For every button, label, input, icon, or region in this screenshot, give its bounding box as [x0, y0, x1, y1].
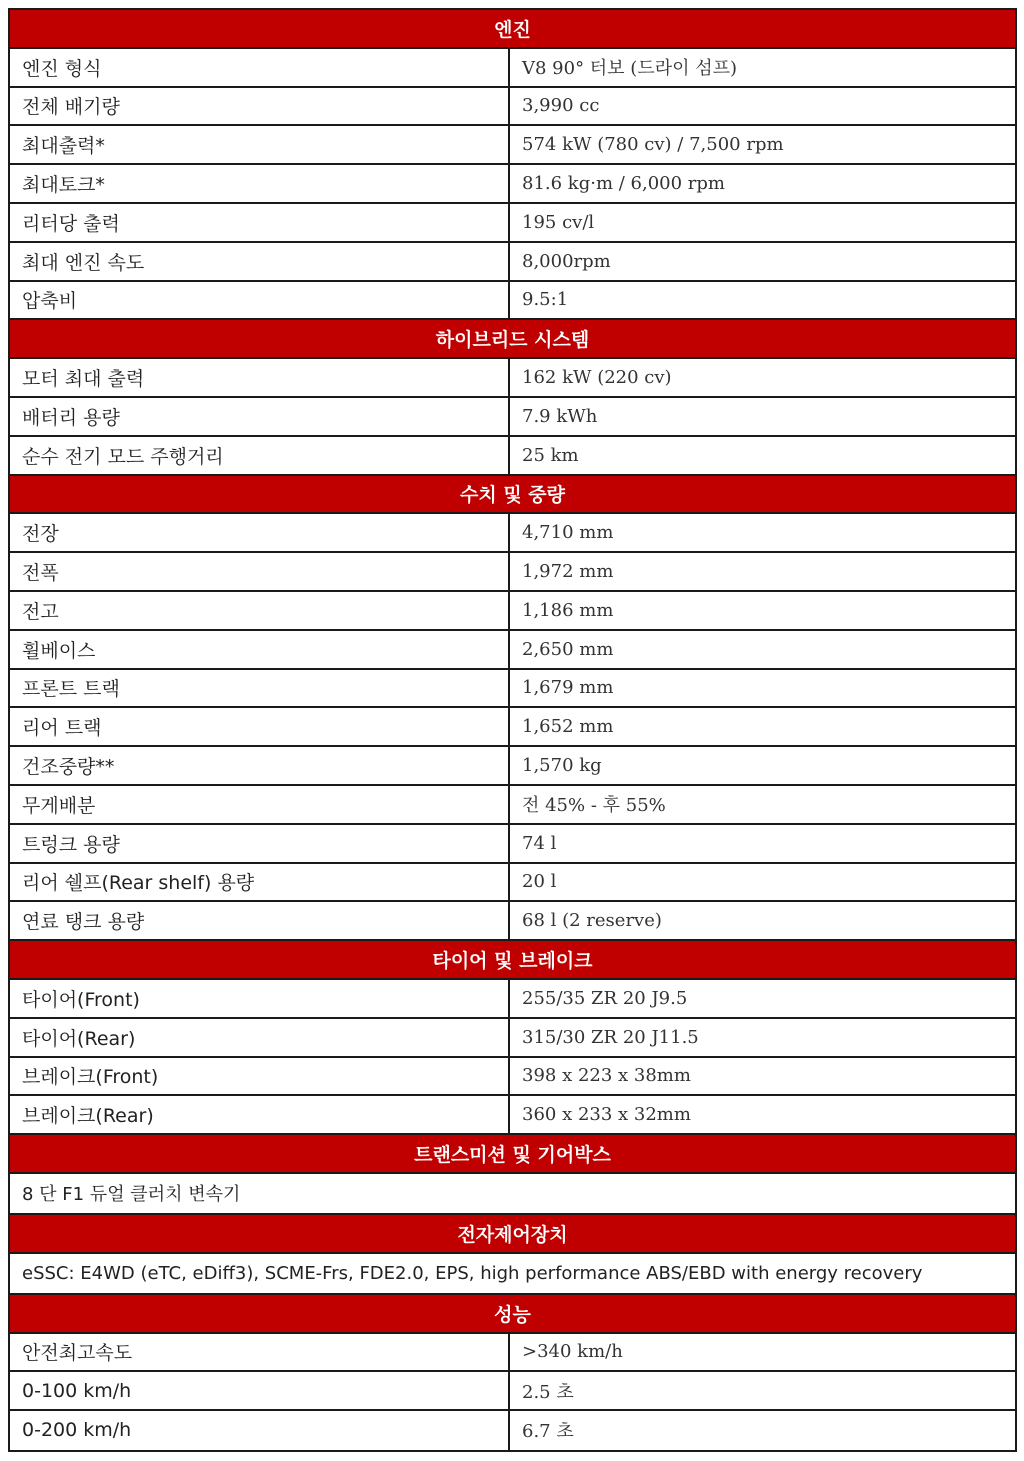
spec-value: 8,000rpm [522, 250, 611, 272]
spec-row [10, 747, 1015, 786]
spec-value: V8 90° 터보 (드라이 섬프) [522, 58, 738, 80]
spec-label: 최대 엔진 속도 [10, 243, 510, 280]
spec-value: 6.7 초 [522, 1421, 574, 1443]
spec-label: 브레이크(Rear) [10, 1096, 510, 1133]
spec-label: 리터당 출력 [10, 204, 510, 241]
spec-label: 트렁크 용량 [10, 825, 510, 862]
section-header: 트랜스미션 및 기어박스 [10, 1135, 1015, 1174]
spec-row [10, 437, 1015, 476]
spec-row [10, 282, 1015, 321]
spec-label: 건조중량** [10, 747, 510, 784]
spec-label: 최대출력* [10, 126, 510, 163]
spec-label: 전폭 [10, 553, 510, 590]
spec-value: >340 km/h [522, 1341, 623, 1363]
spec-label: 압축비 [10, 282, 510, 319]
spec-row [10, 1019, 1015, 1058]
spec-label: 안전최고속도 [10, 1334, 510, 1371]
spec-value: 4,710 mm [522, 522, 614, 544]
spec-row [10, 359, 1015, 398]
spec-label: 타이어(Rear) [10, 1019, 510, 1056]
spec-label: 순수 전기 모드 주행거리 [10, 437, 510, 474]
spec-label: 휠베이스 [10, 631, 510, 668]
spec-row [10, 902, 1015, 941]
spec-row [10, 1058, 1015, 1097]
spec-row [10, 553, 1015, 592]
spec-label: 브레이크(Front) [10, 1058, 510, 1095]
spec-row [10, 243, 1015, 282]
section-header: 엔진 [10, 10, 1015, 49]
spec-value: 74 l [522, 832, 557, 854]
spec-table [8, 8, 1017, 1452]
spec-row [10, 864, 1015, 903]
spec-label: 0-200 km/h [10, 1411, 510, 1450]
section-header: 타이어 및 브레이크 [10, 941, 1015, 980]
spec-row [10, 514, 1015, 553]
spec-row [10, 204, 1015, 243]
spec-label: 0-100 km/h [10, 1372, 510, 1409]
spec-value: 2.5 초 [522, 1381, 574, 1403]
section-header: 수치 및 중량 [10, 476, 1015, 515]
spec-value: 20 l [522, 871, 557, 893]
spec-row [10, 786, 1015, 825]
spec-value: 1,570 kg [522, 755, 602, 777]
spec-label: 전고 [10, 592, 510, 629]
spec-value: 1,972 mm [522, 561, 614, 583]
spec-row [10, 592, 1015, 631]
spec-row [10, 1254, 1015, 1295]
spec-row [10, 708, 1015, 747]
spec-value: 전 45% - 후 55% [522, 795, 666, 817]
spec-value: 315/30 ZR 20 J11.5 [522, 1026, 699, 1048]
spec-label: 전체 배기량 [10, 88, 510, 125]
spec-row [10, 49, 1015, 88]
spec-value: 195 cv/l [522, 211, 595, 233]
spec-row [10, 670, 1015, 709]
spec-value: 1,679 mm [522, 677, 614, 699]
spec-value: 3,990 cc [522, 95, 600, 117]
spec-full-text: eSSC: E4WD (eTC, eDiff3), SCME-Frs, FDE2.0, EPS, high performance ABS/EBD with energy recovery [22, 1262, 923, 1284]
spec-row [10, 1334, 1015, 1373]
spec-row [10, 165, 1015, 204]
spec-label: 엔진 형식 [10, 49, 510, 86]
spec-value: 2,650 mm [522, 638, 614, 660]
spec-value: 68 l (2 reserve) [522, 910, 662, 932]
spec-value: 574 kW (780 cv) / 7,500 rpm [522, 134, 784, 156]
spec-label: 전장 [10, 514, 510, 551]
spec-row [10, 398, 1015, 437]
spec-value: 360 x 233 x 32mm [522, 1104, 691, 1126]
section-header: 전자제어장치 [10, 1215, 1015, 1254]
spec-row [10, 980, 1015, 1019]
spec-label: 리어 트랙 [10, 708, 510, 745]
spec-value: 7.9 kWh [522, 405, 598, 427]
spec-row [10, 631, 1015, 670]
spec-row [10, 825, 1015, 864]
spec-row [10, 1096, 1015, 1135]
spec-row [10, 1411, 1015, 1450]
spec-value: 398 x 223 x 38mm [522, 1065, 691, 1087]
spec-value: 81.6 kg·m / 6,000 rpm [522, 173, 725, 195]
spec-full-text: 8 단 F1 듀얼 클러치 변속기 [22, 1184, 241, 1206]
spec-label: 최대토크* [10, 165, 510, 202]
spec-label: 모터 최대 출력 [10, 359, 510, 396]
spec-row [10, 126, 1015, 165]
section-header: 성능 [10, 1295, 1015, 1334]
section-header: 하이브리드 시스템 [10, 320, 1015, 359]
spec-label: 무게배분 [10, 786, 510, 823]
spec-value: 1,186 mm [522, 599, 614, 621]
spec-label: 타이어(Front) [10, 980, 510, 1017]
spec-value: 255/35 ZR 20 J9.5 [522, 987, 688, 1009]
spec-label: 프론트 트랙 [10, 670, 510, 707]
spec-row [10, 1372, 1015, 1411]
spec-value: 25 km [522, 444, 579, 466]
spec-row [10, 88, 1015, 127]
spec-label: 리어 쉘프(Rear shelf) 용량 [10, 864, 510, 901]
spec-label: 배터리 용량 [10, 398, 510, 435]
spec-label: 연료 탱크 용량 [10, 902, 510, 939]
spec-row [10, 1174, 1015, 1215]
spec-value: 162 kW (220 cv) [522, 367, 672, 389]
spec-value: 1,652 mm [522, 716, 614, 738]
spec-value: 9.5:1 [522, 289, 569, 311]
